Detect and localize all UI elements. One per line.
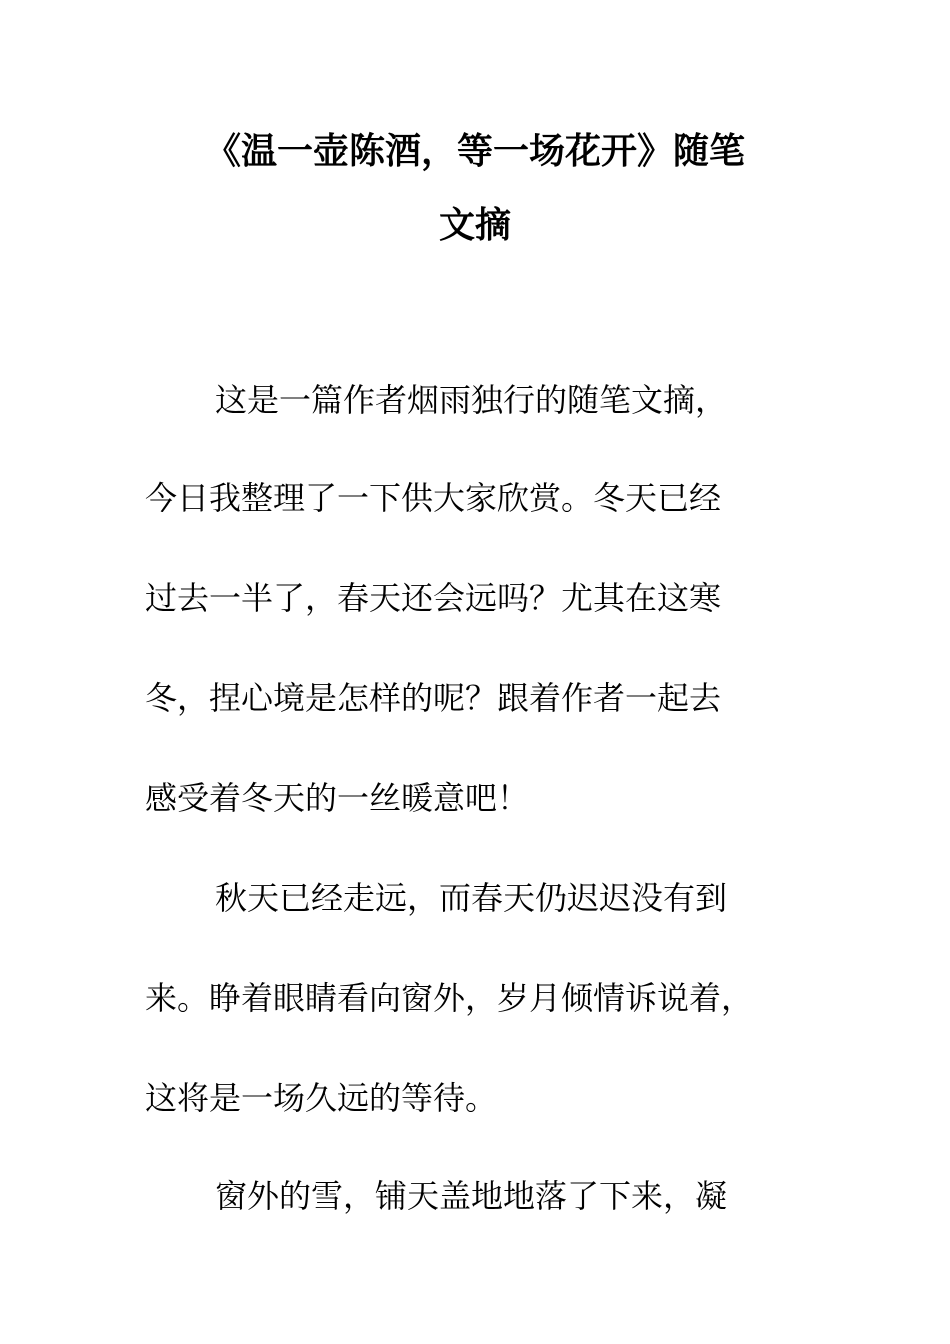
body-line-3: 过去一半了，春天还会远吗？尤其在这寒 bbox=[145, 579, 722, 617]
body-line-8: 这将是一场久远的等待。 bbox=[145, 1079, 498, 1117]
body-line-1: 这是一篇作者烟雨独行的随笔文摘， bbox=[215, 381, 728, 419]
body-line-7: 来。睁着眼睛看向窗外，岁月倾情诉说着， bbox=[145, 979, 754, 1017]
body-line-4: 冬，捏心境是怎样的呢？跟着作者一起去 bbox=[145, 679, 722, 717]
document-title-line-2: 文摘 bbox=[438, 205, 511, 246]
body-line-5: 感受着冬天的一丝暖意吧！ bbox=[145, 779, 530, 817]
body-line-6: 秋天已经走远，而春天仍迟迟没有到 bbox=[215, 879, 728, 917]
body-line-9: 窗外的雪，铺天盖地地落了下来，凝 bbox=[215, 1177, 728, 1215]
document-title-line-1: 《温一壶陈酒，等一场花开》随笔 bbox=[204, 131, 745, 172]
body-line-2: 今日我整理了一下供大家欣赏。冬天已经 bbox=[145, 479, 722, 517]
